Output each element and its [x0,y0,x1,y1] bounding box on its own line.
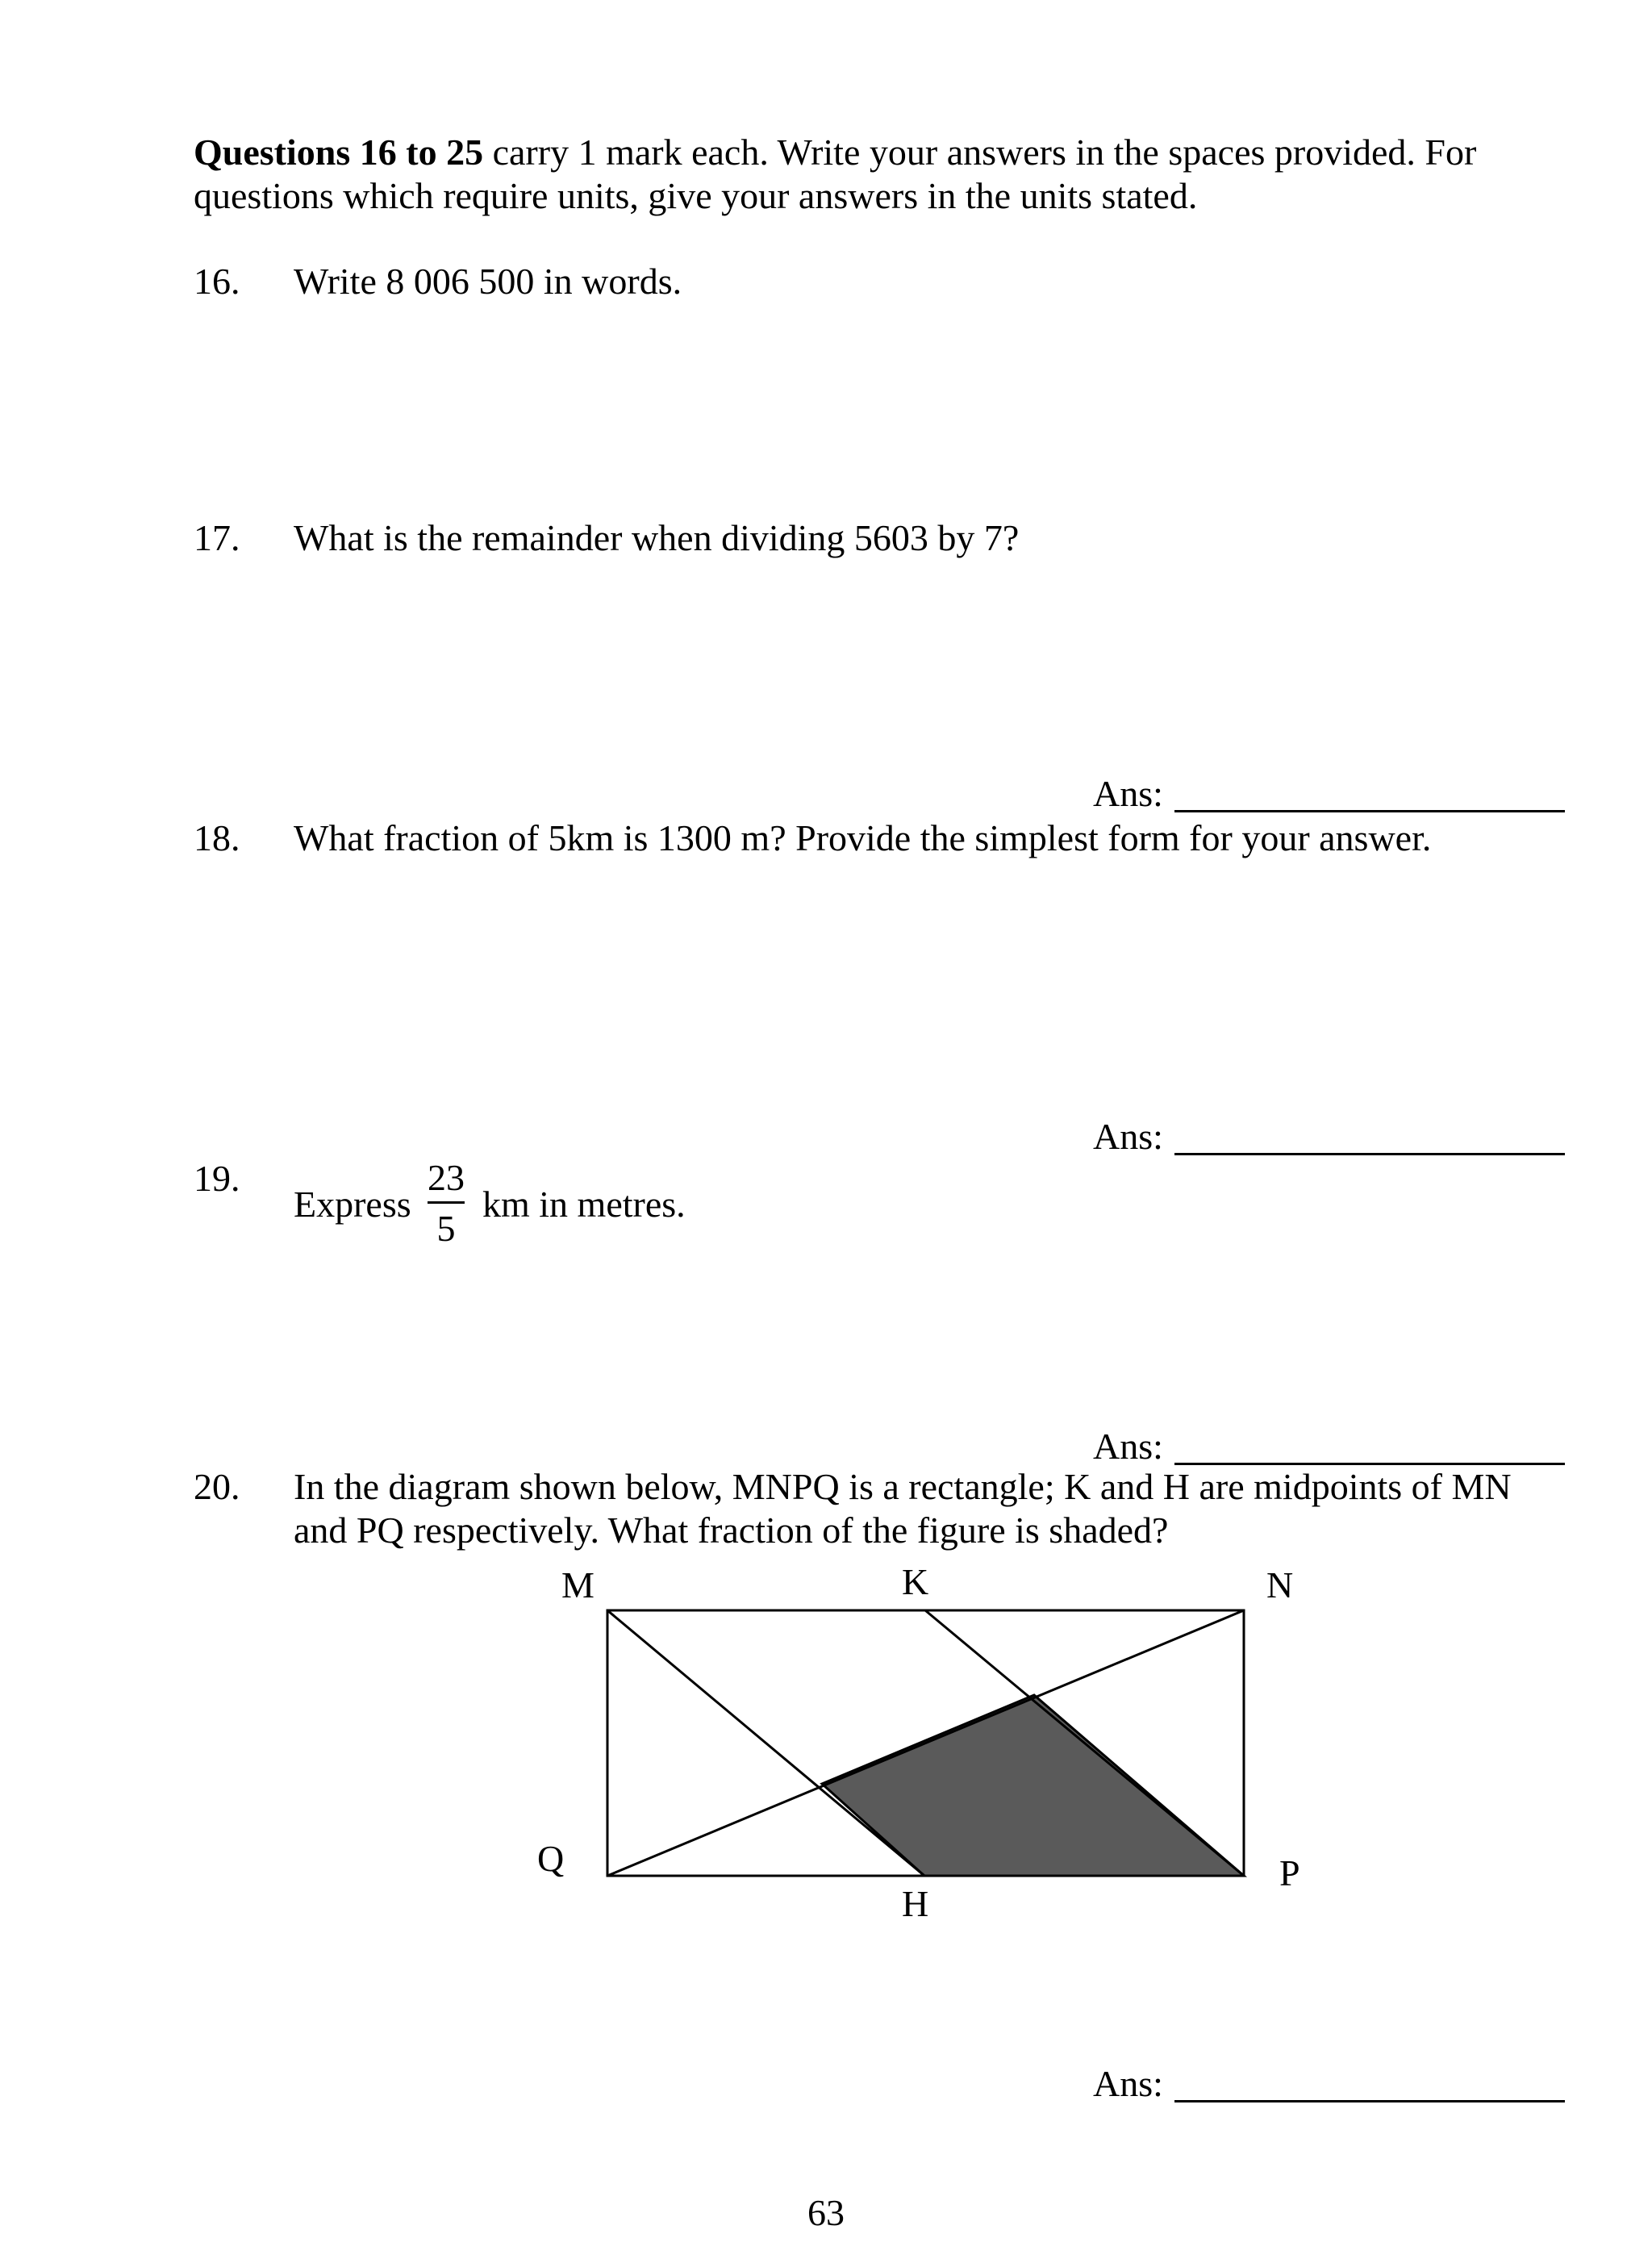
label-m: M [561,1564,594,1606]
question-20-answer-line[interactable] [1174,2100,1565,2102]
question-18-text: What fraction of 5km is 1300 m? Provide the simplest form for your answer. [294,817,1432,858]
instructions [194,131,1581,218]
instructions-text: carry 1 mark each. Write your answers in the spaces provided. For questions which require units, give your answers in the units stated. [194,132,1477,216]
label-h: H [902,1883,929,1924]
question-19-answer-label: Ans: [1093,1426,1163,1467]
question-17-number: 17. [194,517,240,558]
label-k: K [902,1561,929,1602]
diagram-svg [524,1549,1331,1936]
page-number: 63 [807,2192,845,2233]
instructions-bold-lead: Questions 16 to 25 [194,132,484,173]
question-17-answer-line[interactable] [1174,810,1565,812]
question-17-answer-label: Ans: [1093,773,1163,814]
question-20-text-line2: and PQ respectively. What fraction of the figure is shaded? [294,1509,1169,1551]
question-17-text: What is the remainder when dividing 5603 by 7? [294,517,1020,558]
rectangle-diagram [524,1549,1331,1936]
question-18-answer-label: Ans: [1093,1116,1163,1157]
question-19-number: 19. [194,1158,240,1199]
question-19-fraction [426,1156,466,1251]
fraction-numerator: 23 [428,1157,465,1198]
label-q: Q [537,1838,565,1879]
question-19-text-after: km in metres. [482,1184,686,1225]
fraction-bar [428,1201,465,1204]
label-p: P [1279,1852,1300,1894]
line-m-h [607,1610,924,1876]
question-20-number: 20. [194,1466,240,1507]
question-20-text-line1: In the diagram shown below, MNPQ is a rectangle; K and H are midpoints of MN [294,1466,1512,1507]
fraction-denominator: 5 [436,1208,456,1249]
label-n: N [1266,1564,1294,1606]
question-16-number: 16. [194,261,240,302]
question-18-number: 18. [194,817,240,858]
shaded-region [822,1695,1244,1876]
question-19-text-before: Express [294,1184,411,1225]
question-20-answer-label: Ans: [1093,2063,1163,2104]
question-16-text: Write 8 006 500 in words. [294,261,682,302]
question-18-answer-line[interactable] [1174,1153,1565,1155]
